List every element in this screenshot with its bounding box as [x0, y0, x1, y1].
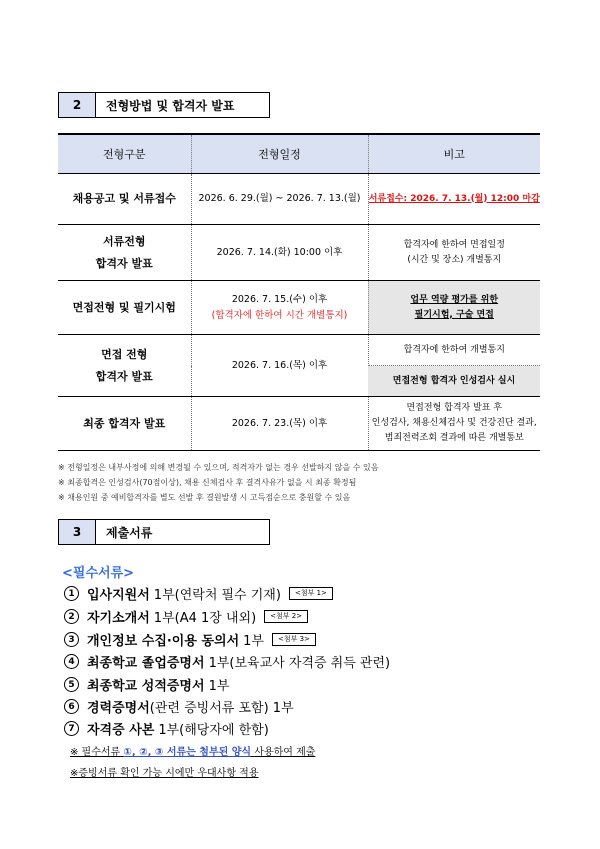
attachment-tag: <첨부 3>	[272, 633, 316, 646]
header-category: 전형구분	[58, 134, 191, 174]
section-number: 3	[59, 520, 96, 544]
number-circle: 4	[64, 654, 79, 669]
row-category: 최종 합격자 발표	[58, 397, 191, 451]
row-category: 채용공고 및 서류접수	[58, 174, 191, 225]
attachment-tag: <첨부 1>	[289, 587, 333, 600]
row-note-bottom: 면접전형 합격자 인성검사 실시	[368, 366, 540, 397]
row-note: 면접전형 합격자 발표 후 인성검사, 채용신체검사 및 건강진단 결과, 범죄전력조회 결과에 따른 개별통보	[368, 397, 540, 451]
list-item: 6 경력증명서 (관련 증빙서류 포함) 1부	[64, 697, 294, 716]
table-row	[58, 281, 540, 335]
section-title: 전형방법 및 합격자 발표	[106, 98, 235, 113]
row-note: 업무 역량 평가를 위한 필기시험, 구술 면접	[368, 281, 540, 335]
row-date: 2026. 6. 29.(월) ~ 2026. 7. 13.(월)	[191, 174, 368, 225]
schedule-table	[58, 133, 540, 451]
list-item: 7 자격증 사본 1부(해당자에 한함)	[64, 719, 269, 738]
list-item: 2 자기소개서 1부(A4 1장 내외) <첨부 2>	[64, 607, 308, 626]
number-circle: 7	[64, 721, 79, 736]
table-row	[58, 397, 540, 451]
table-row	[58, 225, 540, 281]
section-header-3	[58, 519, 270, 545]
list-item: 3 개인정보 수집·이용 동의서 1부 <첨부 3>	[64, 630, 316, 649]
number-circle: 6	[64, 699, 79, 714]
row-category: 서류전형 합격자 발표	[58, 225, 191, 281]
table-row	[58, 174, 540, 225]
row-category: 면접 전형 합격자 발표	[58, 335, 191, 397]
attachment-tag: <첨부 2>	[264, 610, 308, 623]
row-date: 2026. 7. 23.(목) 이후	[191, 397, 368, 451]
required-heading: <필수서류>	[62, 566, 135, 581]
number-circle: 3	[64, 632, 79, 647]
row-note: 서류접수: 2026. 7. 13.(월) 12:00 마감	[368, 193, 540, 204]
row-category: 면접전형 및 필기시험	[58, 281, 191, 335]
row-date: 2026. 7. 14.(화) 10:00 이후	[191, 225, 368, 281]
section-header-2	[58, 92, 270, 118]
list-item: 1 입사지원서 1부(연락처 필수 기재) <첨부 1>	[64, 584, 333, 603]
row-note: 합격자에 한하여 면접일정 (시간 및 장소) 개별통지	[368, 225, 540, 281]
row-date: 2026. 7. 15.(수) 이후 (합격자에 한하여 시간 개별통지)	[191, 281, 368, 335]
footnote: ※ 채용인원 중 예비합격자를 별도 선발 후 결원발생 시 고득점순으로 충원할 수 있음	[58, 493, 351, 502]
footnote: ※ 최종합격은 인성검사(70점이상), 채용 신체검사 후 결격사유가 없을 시 최종 확정됨	[58, 478, 357, 487]
footnote: ※ 전형일정은 내부사정에 의해 변경될 수 있으며, 적격자가 없는 경우 선발하지 않을 수 있음	[58, 463, 379, 472]
header-note: 비고	[368, 134, 540, 174]
list-item: 4 최종학교 졸업증명서 1부(보육교사 자격증 취득 관련)	[64, 652, 390, 671]
section-title: 제출서류	[106, 525, 153, 540]
header-date: 전형일정	[191, 134, 368, 174]
number-circle: 5	[64, 677, 79, 692]
table-header-row	[58, 134, 540, 174]
table-row	[58, 335, 540, 366]
number-circle: 1	[64, 586, 79, 601]
list-item: 5 최종학교 성적증명서 1부	[64, 675, 229, 694]
evidence-note: ※증빙서류 확인 가능 시에만 우대사항 적용	[70, 768, 259, 779]
row-note-top: 합격자에 한하여 개별통지	[368, 335, 540, 366]
section-number: 2	[59, 93, 96, 117]
required-note: ※ 필수서류 ①, ②, ③ 서류는 첨부된 양식 사용하여 제출	[70, 747, 316, 758]
number-circle: 2	[64, 609, 79, 624]
row-date: 2026. 7. 16.(목) 이후	[191, 335, 368, 397]
